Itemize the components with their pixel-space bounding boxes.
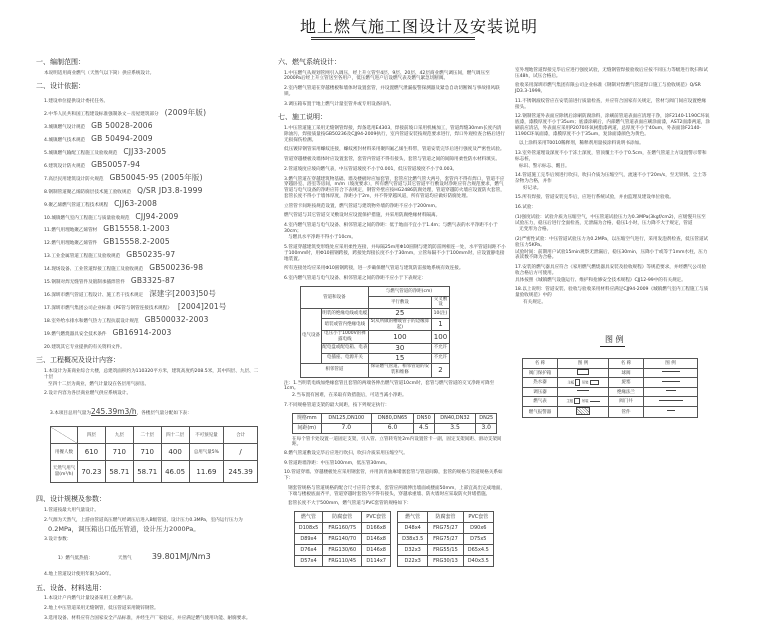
valve-box-icon	[577, 369, 589, 375]
table-row: D108x5 FRG160/75 D166x8	[295, 523, 391, 534]
list-item: 7.高层民用建筑设计防火规范 GB50045-95 (2005年版)	[44, 172, 203, 182]
params-p4: 4.地上管道设计使用年限为30年。	[44, 571, 114, 577]
right-p16-1b: 无变形为合格。	[519, 227, 552, 233]
right-p14b: 好记录。	[523, 185, 542, 191]
right-p18: 18.以上说明：管道安装、验收与验收采用材料应满足CJJ94-2009《城镇燃气室内工程施工与质量验收规范》中的	[515, 287, 709, 299]
right-p12b: 以上涂料采用T0010稀释剂，稀释剂用量按涂料说明书添加。	[519, 141, 644, 147]
table-row: D76x4 FRG130/60 D146x8	[295, 545, 391, 556]
section-heading-params: 四、设计规模及参数：	[36, 495, 106, 504]
sleeve-tables	[294, 511, 506, 567]
list-item: 4.城镇燃气技术规范 GB 50494-2009	[44, 134, 153, 143]
list-item: 9.聚乙烯燃气管道工程技术规程 CJJ63-2008	[44, 198, 158, 208]
construction-p4: 4.室内燃气管道与电气设备、相邻管道之间的净距：低于地面不宜小于1.4m；与燃气表的水平净距不小于30cm；	[284, 222, 498, 234]
table-row: 天然气用气量(m³/h) 70.23 58.71 58.71 46.05 11.69 245.39	[51, 461, 258, 483]
overview-p1b: 至四十二层为商业，燃气计量设在各层用气厨房。	[48, 381, 150, 387]
legend-title: 图 例	[605, 335, 624, 344]
design-basis-list	[36, 95, 261, 350]
list-item: 13.工业金属管道工程施工及验收规范 GB50235-97	[44, 250, 176, 260]
table-row: 燃气报警器 管件	[523, 406, 698, 417]
params-p3: 3.设计参数：	[44, 536, 72, 542]
table-corner	[51, 427, 78, 444]
overview-p3: 3.本项目总用气量为245.39m3/h，各楼层气量分配如下表：	[49, 406, 192, 416]
gas-alarm-icon	[576, 407, 590, 415]
construction-p1: 1.中压管道施工采用无缝钢管焊接，焊条选用E4303，焊接前坡口采用机械加工，管道焊缝30mm长度内清除油污，焊接质量按GB50236及CJJ94-2009执行，室内管道安装按规范要求进行，焊口外观检查合格后进行无损探伤检测。	[284, 126, 506, 143]
right-p13b: 标识、警示标志、醒目。	[519, 163, 570, 169]
right-p17b: 具体按照《城镇燃气设施运行、维护和抢修安全技术规程》CJJ12-99中的有关规定。	[515, 277, 686, 283]
construction-p4b: 与燃具水平净距不得小于10cm。	[288, 235, 356, 241]
construction-p9: 9.管道距墙净距：中压管100mm，低压管30mm。	[284, 460, 390, 466]
table-row: 间距(m) 7.0 6.0 4.5 3.5 3.0	[293, 423, 497, 433]
table-row: 用餐人数 610 710 710 400 总用气量5% /	[51, 444, 258, 461]
construction-p3c: 燃气管道与其它管道交叉敷设时应设置保护措施，并采用防腐绝缘材料隔离。	[284, 213, 441, 219]
legend-table: 名 称 图 例 名 称 图 例 阀门保护箱 球阀 热水器 主板 吊装 旋塞 调压器 绝缘法兰 燃气表 主板 吊装 阀门井 燃气报警器 管件	[522, 358, 698, 418]
plug-valve-icon	[662, 381, 680, 382]
middle-column	[278, 58, 506, 567]
construction-p2: 2.管道坡度应坡向燃气表，中压管道坡度不小于0.001，低压管道坡度不小于0.003。	[284, 166, 458, 172]
legend-title-underline	[600, 346, 625, 347]
support-spacing-table	[292, 413, 497, 434]
table-row: 电插座、电源开关 15 不允许	[301, 353, 450, 363]
list-item: 16.深圳市燃气管道工程设计、施工若干技术规定 深建字[2003]50号	[44, 289, 217, 299]
construction-p8: 8.燃气管道敷设完毕后应进行吹扫，吹扫介质采用压缩空气。	[284, 451, 408, 457]
ball-valve-icon	[662, 371, 680, 372]
list-item: 19.燃气燃烧器具安全技术条件 GB16914-2003	[44, 327, 172, 337]
table-row: 热水器 主板 吊装 旋塞	[523, 378, 698, 388]
list-item: 18.室外给水排水和燃气热力工程抗震设计规范 GB500032-2003	[44, 314, 209, 324]
overview-p2: 2.设计内容为各层商业燃气供应系统设计。	[44, 391, 132, 397]
table-row: 相邻管道 保证燃气管道、相邻管道的安装和维修 2	[301, 363, 450, 377]
overview-p1: 1.本设计为某商业综合大楼，总建筑面积约为110320平方米，建筑高度约208.5米，其中四层、九层、二十层	[44, 369, 259, 380]
right-p14: 14.管道施工完毕后须进行吹扫，吹扫介质为压缩空气，流速不小于20m/s，至无铁锈、尘土等杂物为合格，并作	[515, 173, 707, 185]
right-p16-1: (1)强度试验：试验介质为压缩空气，中压管道试验压力为0.3MPa(3kgf/cm2)，应缓慢升压至试验压力，稳压后进行全面检查，无泄漏为合格，稳压1小时，压力降不大于规定，管道	[515, 214, 706, 226]
section-heading-basis: 二、设计依据：	[36, 82, 85, 91]
list-item: 20.建筑其它专业提供的有关资料文件。	[44, 344, 125, 350]
table-row: D57x4 FRG110/45 D114x7	[295, 556, 391, 567]
construction-p7b: 在每个管卡处设置一道固定支架，引入管、立管转弯处2m内设置管卡一副，固定支架间距、滑动支架间距。	[292, 436, 502, 448]
construction-p6: 6.室内燃气管道与电气设备、相邻管道之间的净距不应小于下表规定：	[284, 276, 427, 282]
section-heading-overview: 三、工程概况及设计内容：	[36, 356, 120, 365]
regulator-icon	[577, 390, 589, 391]
list-item: 15.钢制对焊无缝管件及锻制承插焊管件 GB3325-87	[44, 276, 175, 286]
list-item: 10.城镇燃气室内工程施工与质量验收规范 CJJ94-2009	[44, 211, 179, 221]
list-item: 5.城镇燃气输配工程施工及验收规范 CJJ33-2005	[44, 146, 167, 156]
right-p16-2: (2)严密性试验：中压管道试验压力为0.2MPa，以压缩空气进行，采用发泡剂检查，低压管道试验压力5KPa。	[515, 237, 709, 248]
clearance-note-2: 2.当布置有困难，在采取有效措施后，可适当减小净距。	[292, 393, 407, 399]
table-row: 燃气表 主板 吊装 阀门井	[523, 397, 698, 407]
construction-p10: 10.管道穿墙、穿越楼板处应采用钢套管，并用沥青油麻堵塞套管与管道间隙，套管的规格与管道规格关系如下：	[284, 470, 503, 482]
clearance-table: 管道和设备 与燃气管道的净距(cm) 平行敷设 交叉敷设 电气设备 明装的绝缘电线或电缆 25 10(注) 暗装或管内绝缘电线 5(从所做的槽或管子的边缘算起) 1 电压小于1000V的裸露电线 100 100 配电盘或配电箱、电表 30 不允许 电插座、电源开关 15 不允许 相邻管道 保证燃气管道、相邻管道的安装和维修 2	[300, 286, 450, 378]
system-p1: 1.中压燃气从规划管网引入调压，经上升立管至4层、9层、20层、42层商业燃气调压间，燃气调压至2000Pa后经上升立管送至各用户，低压燃气进户后设燃气表及燃气紧急切断阀。	[284, 70, 490, 82]
water-heater-icon	[575, 379, 580, 386]
construction-p7: 7.不同规格管道支架的最大间距，按下列规定执行：	[284, 402, 390, 408]
fitting-icon	[667, 410, 675, 411]
construction-p1c: 管道穿越楼板及墙体时应设置套管，套管内管道不得有接头，套管与管道之间的间隙用柔性防水材料填实。	[284, 157, 500, 163]
right-p16: 16.试验：	[515, 205, 537, 211]
table-row: D89x4 FRG140/70 D146x8	[295, 534, 391, 545]
right-column	[515, 68, 710, 310]
table-row: 电压小于1000V的裸露电线 100 100	[301, 331, 450, 343]
list-item: 1.建设单位提供设计委托任务。	[44, 99, 109, 105]
params-p2: 2.气源为天然气，上游由管道高压燃气经调压后进入B级管道，设计压力0.3MPa，室内运行压力为	[44, 517, 243, 523]
list-item: 12.燃气用埋地聚乙烯管件 GB15558.2-2005	[44, 237, 170, 247]
right-p18b: 有关规定。	[523, 299, 546, 305]
materials-p2: 2.地上中压管道采用无缝钢管，低压管道采用镀锌钢管。	[44, 606, 159, 612]
table-row: D38x3.5 FRG75/27 D75x5	[398, 534, 494, 545]
list-item: 11.燃气用埋地聚乙烯管材 GB15558.1-2003	[44, 224, 170, 234]
right-p13: 13.室外管道埋设深度不小于冻土深度，管顶覆土不小于0.5cm，在燃气管道上方设置警示带和标志桩，	[515, 151, 707, 162]
left-column	[36, 58, 261, 626]
right-p17: 17.安装的燃气器具应符合《家用燃气燃烧器具安装及验收规程》等规范要求，并经燃气公司验收合格后方可使用。	[515, 265, 707, 276]
page-title: 地上燃气施工图设计及安装说明	[300, 17, 539, 36]
table-row: 规格mm DN125,DN100 DN80,DN65 DN50 DN40,DN32 DN25	[293, 413, 497, 423]
construction-p10b: 钢套管规格与管道规格的配合尺寸应符合要求，套管应两端伸出墙面或楼面50mm，上部宜高出完成地面，下端与楼板底面齐平，管道穿越时套管内不得有接头，穿越承重墙、防火墙时应采取防火封堵措施。	[288, 485, 505, 497]
section-heading-system: 六、燃气系统设计：	[278, 58, 341, 66]
table-row: 电气设备 明装的绝缘电线或电缆 25 10(注)	[301, 309, 450, 319]
list-item: 17.深圳市燃气集团公司企业标准《PE管与钢管连接技术规程》 [2004]201号	[44, 301, 227, 311]
construction-p5: 5.管道穿越建筑变形缝处应采用柔性连接，并每隔25m用Φ10圆钢与建筑防雷网相连一处，水平管道间距不小于100mm时，用Φ10圆钢跨接，跨接处焊接长度不小于30mm，立管每隔不小于100mm时，应设置静电接地装置。	[284, 245, 506, 262]
construction-p3b: 立管管卡间距按规范设置，燃气管道与建筑物外墙的净距不应小于200mm。	[284, 203, 440, 209]
list-item: 2.中华人民共和国工程建设标准强制条文－房屋建筑部分 (2009年版)	[44, 108, 207, 118]
section-heading-construction: 七、施工说明：	[278, 113, 327, 122]
right-intro: 室外埋地管道焊接完毕后应进行强度试验，无缝钢管焊接验收后应按不同压力等级进行吹扫和试压48h，试压合格后。	[515, 68, 708, 79]
construction-p5b: 所有连接处均应采用Φ10圆钢跨接，进一步确保燃气管道与建筑防雷接地系统有效连接。	[284, 266, 464, 272]
list-item: 6.建筑设计防火规范 GB50057-94	[44, 159, 141, 169]
right-intro-2: 验收采用深圳市燃气集团有限公司企业标准《钢制对焊燃气管道焊口施工与验收规范》Q/SR JD3.3-1999。	[515, 83, 703, 95]
params-p3a: 1）燃气低热值： 天然气 39.801MJ/Nm3	[57, 552, 211, 562]
right-p16-2b: 试验时间：前期用户试验15min观察无泄漏后，稳压30min，压降小于或等于1mm水柱，压力表读数不降为合格。	[515, 249, 708, 261]
list-item: 3.城镇燃气设计规范 GB 50028-2006	[44, 121, 153, 131]
water-heater-hang-icon	[590, 380, 599, 385]
params-p2b: 0.2MPa，调压箱出口低压管道，设计压力2000Pa。	[48, 524, 200, 533]
section-heading-materials: 五、设备、材料选用：	[36, 583, 106, 592]
list-item: 8.钢制管道聚乙烯防腐层技术施工验收规范 Q/SR JD3.8-1999	[44, 185, 203, 195]
scope-text: 本说明适用商业燃气（天然气以下简）供应系统设计。	[44, 70, 155, 76]
table-row: 暗装或管内绝缘电线 5(从所做的槽或管子的边缘算起) 1	[301, 319, 450, 331]
table-row: 配电盘或配电箱、电表 30 不允许	[301, 343, 450, 353]
sleeve-table-left: 燃气管 防腐套管 PVC套管 D108x5 FRG160/75 D166x8 D89x4 FRG140/70 D146x8 D76x4 FRG130/60 D146x8 D57x4 FRG110/45 D114x7	[294, 511, 391, 567]
section-heading-scope: 一、编制范围：	[36, 58, 85, 66]
table-row: D22x3 FRG30/13 D40x3.5	[398, 556, 494, 567]
system-p3: 3.调压箱布置于地上燃气计量室管井或专用设备间内。	[284, 101, 395, 107]
insulating-flange-icon	[666, 390, 676, 391]
title-underline	[311, 37, 475, 40]
table-row: 阀门保护箱 球阀	[523, 368, 698, 378]
right-p15: 15.所有焊接、管道安装完毕后，应进行系统试验，并由监理及建设单位验收。	[515, 195, 674, 201]
list-item: 14.现场设备、工业管道焊接工程施工及验收规范 GB500236-98	[44, 263, 204, 273]
construction-p10c: 套管长度不大于500mm，燃气管道与PVC套管的规格如下：	[288, 501, 412, 507]
right-p11: 11.不锈钢波纹管应在安装前进行质量检查，并应符合国家有关规定，管材与阀门间应设置绝缘接头。	[515, 98, 707, 110]
construction-p3: 3.燃气管道在穿越建筑物基础、墙及楼板时应加套管，套管应比燃气管大两号，套管内不得有焊口，管道不应穿越卧室、浴室等房间，m/m（坡度要求），所有燃气管道与其它管道平行敷设时净距应符合规范要求，燃气管道与电气设备的净距应符合下表规定，钢管外壁应按HG2486防腐处理，管道穿越防火墙应设置防火套管，套管长度不得小于墙体厚度，净距小于2m，并不得穿越风道，所有管道均应做好防腐处理。	[284, 176, 505, 199]
gas-meter-hang-icon	[590, 401, 600, 402]
clearance-note-1: 注：1.当明装电线加绝缘套管且套管的两端各伸出燃气管道10cm时，套管与燃气管道的交叉净距可降至1cm。	[284, 380, 495, 392]
valve-well-icon	[659, 400, 683, 401]
construction-p1b: 低压镀锌钢管采用螺纹连接，螺纹密封材料采用聚四氟乙烯生料带，管道安装完毕后进行强度及严密性试验。	[284, 147, 505, 153]
right-p12: 12.钢制管道外表面应除锈后涂刷防腐涂料，涂刷前管道表面应清理干净，涂F2140-1190C环氧底漆，漆膜厚度不小于35um；底漆涂刷后，内部燃气管道表面应刷涂面漆，AST2面漆两道，涂刷前应清洁，外表面应采用P2070环氧树脂漆两道，总厚度不小于40um，外表面涂F2140-1190C环氧面漆，漆膜厚度不小于35um，复涂面漆颜色为黄色。	[515, 114, 710, 137]
materials-p3: 3.选用设备、材料应符合国家安全产品标准，并经生产厂家验证，并应满足燃气使用功能、耐腐要求。	[44, 615, 251, 621]
sleeve-table-right: 燃气管 防腐套管 PVC套管 D48x4 FRG75/27 D90x6 D38x3.5 FRG75/27 D75x5 D32x3 FRG55/15 D65x4.5 D22x3 FRG30/13 D40x3.5	[397, 511, 494, 567]
table-row: D48x4 FRG75/27 D90x6	[398, 523, 494, 534]
gas-meter-icon	[574, 398, 580, 404]
table-row: 调压器 绝缘法兰	[523, 387, 698, 397]
table-row: D32x3 FRG55/15 D65x4.5	[398, 545, 494, 556]
params-p1: 1.管道按最大用气量设计。	[44, 508, 99, 514]
total-gas-value: 245.39m3/h	[90, 406, 137, 416]
system-p2: 2.室内燃气管道在穿越楼板和墙体时设置套管，并设置燃气泄漏报警探测器及紧急自动切断阀与事故排风联锁。	[284, 86, 500, 97]
materials-p1: 1.本设计户内燃气计量设备采用工业燃气表。	[44, 596, 136, 602]
gas-consumption-table: 四层 九层 二十层 四十二层 不可预见量 合计 用餐人数 610 710 710 400 总用气量5% / 天然气用气量(m³/h) 70.23 58.71 58.71 46.05 11.69 245.39	[50, 426, 258, 483]
